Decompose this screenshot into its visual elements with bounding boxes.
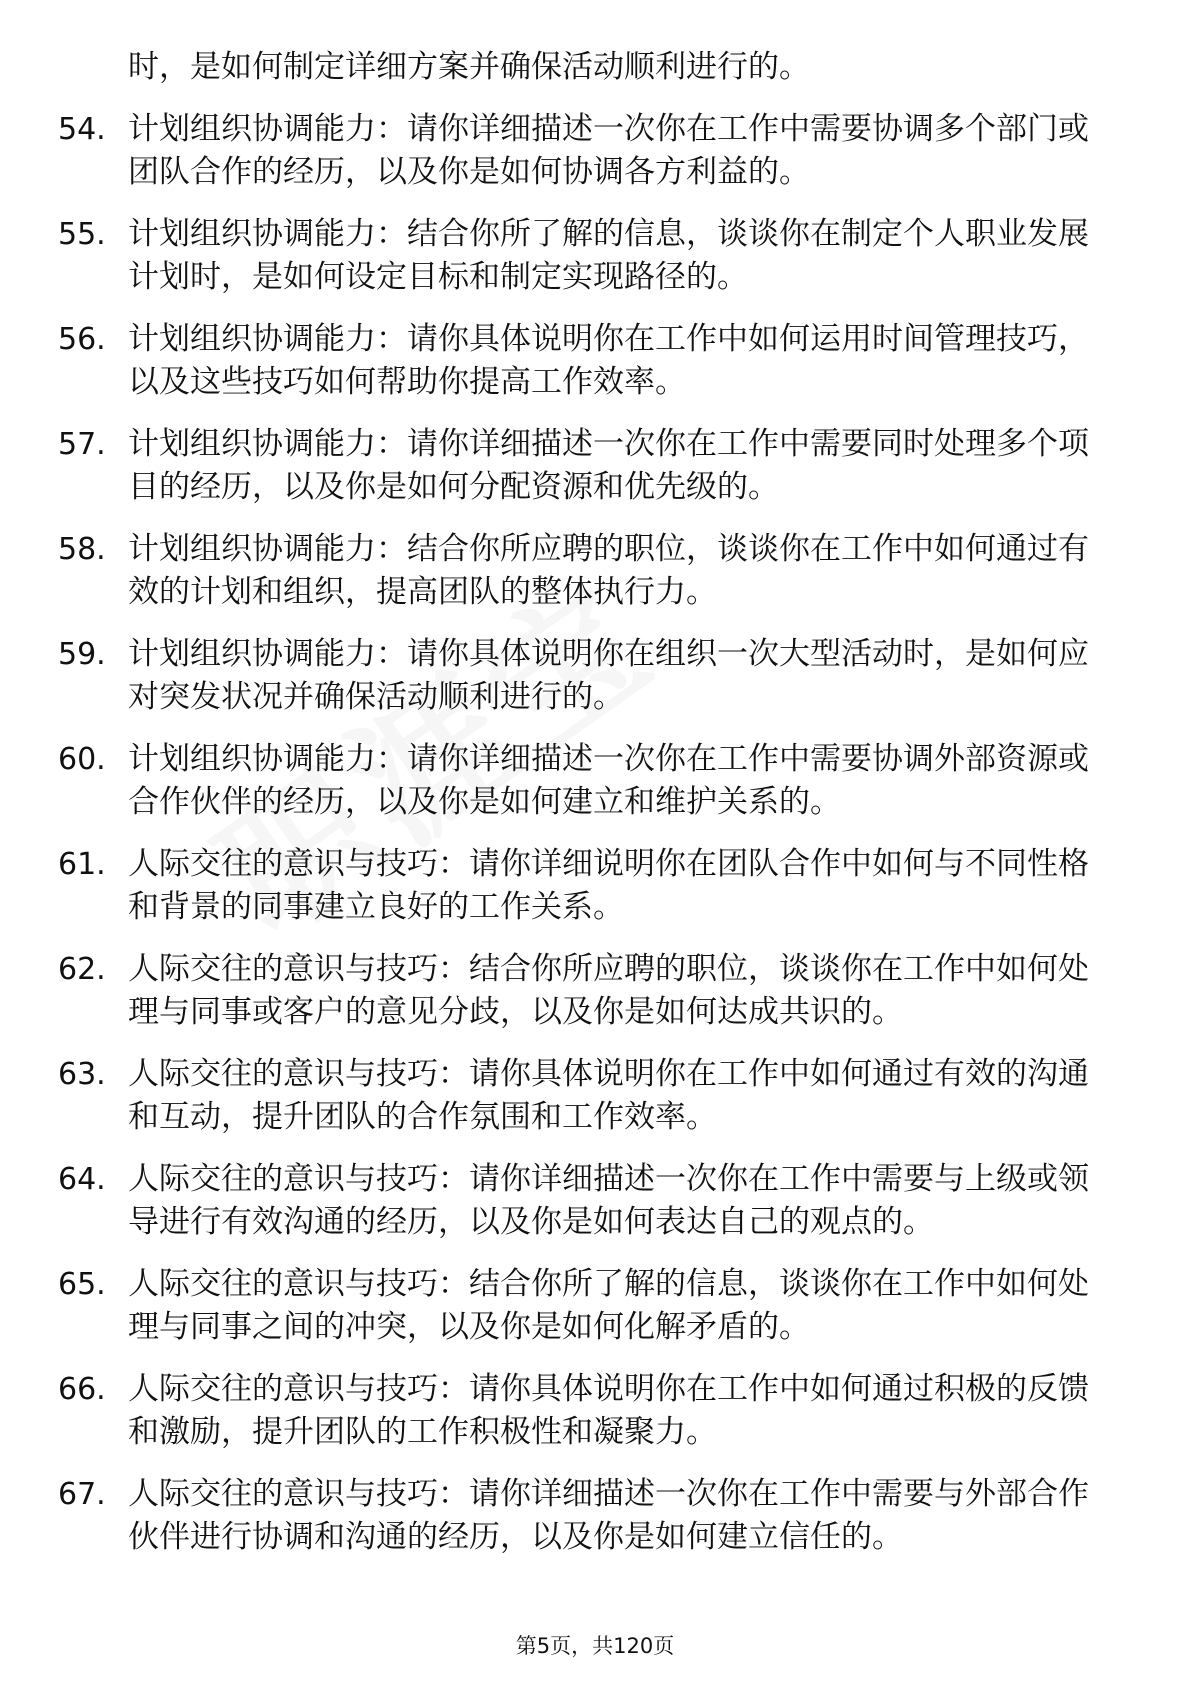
item-number: 54. xyxy=(58,112,106,147)
list-item xyxy=(58,108,1118,194)
item-number: 60. xyxy=(58,742,106,777)
list-item xyxy=(58,213,1118,299)
list-item xyxy=(58,738,1118,824)
item-number: 55. xyxy=(58,217,106,252)
list-item xyxy=(58,318,1118,404)
list-item xyxy=(58,1473,1118,1559)
item-number: 63. xyxy=(58,1057,106,1092)
item-number: 64. xyxy=(58,1162,106,1197)
item-text: 人际交往的意识与技巧：结合你所了解的信息，谈谈你在工作中如何处理与同事之间的冲突，以及你是如何化解矛盾的。 xyxy=(128,1266,1089,1345)
item-text: 人际交往的意识与技巧：请你详细描述一次你在工作中需要与上级或领导进行有效沟通的经历，以及你是如何表达自己的观点的。 xyxy=(128,1161,1089,1240)
list-item xyxy=(58,843,1118,929)
item-number: 65. xyxy=(58,1267,106,1302)
item-number: 57. xyxy=(58,427,106,462)
list-item xyxy=(58,1158,1118,1244)
item-text: 计划组织协调能力：结合你所应聘的职位，谈谈你在工作中如何通过有效的计划和组织，提高团队的整体执行力。 xyxy=(128,531,1089,610)
item-text: 人际交往的意识与技巧：请你详细描述一次你在工作中需要与外部合作伙伴进行协调和沟通的经历，以及你是如何建立信任的。 xyxy=(128,1476,1089,1555)
list-item xyxy=(58,423,1118,509)
item-text: 人际交往的意识与技巧：请你具体说明你在工作中如何通过有效的沟通和互动，提升团队的合作氛围和工作效率。 xyxy=(128,1056,1089,1135)
item-number: 59. xyxy=(58,637,106,672)
list-item xyxy=(58,633,1118,719)
item-text: 计划组织协调能力：请你具体说明你在工作中如何运用时间管理技巧，以及这些技巧如何帮助你提高工作效率。 xyxy=(128,321,1089,400)
item-number: 61. xyxy=(58,847,106,882)
item-text: 计划组织协调能力：请你详细描述一次你在工作中需要协调外部资源或合作伙伴的经历，以及你是如何建立和维护关系的。 xyxy=(128,741,1089,820)
item-number: 58. xyxy=(58,532,106,567)
item-text: 人际交往的意识与技巧：请你具体说明你在工作中如何通过积极的反馈和激励，提升团队的工作积极性和凝聚力。 xyxy=(128,1371,1089,1450)
item-text: 人际交往的意识与技巧：结合你所应聘的职位，谈谈你在工作中如何处理与同事或客户的意见分歧，以及你是如何达成共识的。 xyxy=(128,951,1089,1030)
item-text: 计划组织协调能力：请你详细描述一次你在工作中需要同时处理多个项目的经历，以及你是如何分配资源和优先级的。 xyxy=(128,426,1089,505)
question-list xyxy=(58,46,1118,1578)
page-footer: 第5页，共120页 xyxy=(515,1634,675,1658)
item-number: 56. xyxy=(58,322,106,357)
list-item xyxy=(58,1368,1118,1454)
item-text: 计划组织协调能力：请你具体说明你在组织一次大型活动时，是如何应对突发状况并确保活动顺利进行的。 xyxy=(128,636,1089,715)
list-item xyxy=(58,528,1118,614)
item-number: 67. xyxy=(58,1477,106,1512)
list-item xyxy=(58,948,1118,1034)
item-text: 计划组织协调能力：请你详细描述一次你在工作中需要协调多个部门或团队合作的经历，以及你是如何协调各方利益的。 xyxy=(128,111,1089,190)
item-text: 人际交往的意识与技巧：请你详细说明你在团队合作中如何与不同性格和背景的同事建立良好的工作关系。 xyxy=(128,846,1089,925)
list-item xyxy=(58,1263,1118,1349)
item-number: 62. xyxy=(58,952,106,987)
continued-text: 时，是如何制定详细方案并确保活动顺利进行的。 xyxy=(128,49,810,85)
list-item xyxy=(58,1053,1118,1139)
item-text: 计划组织协调能力：结合你所了解的信息，谈谈你在制定个人职业发展计划时，是如何设定目标和制定实现路径的。 xyxy=(128,216,1089,295)
item-number: 66. xyxy=(58,1372,106,1407)
